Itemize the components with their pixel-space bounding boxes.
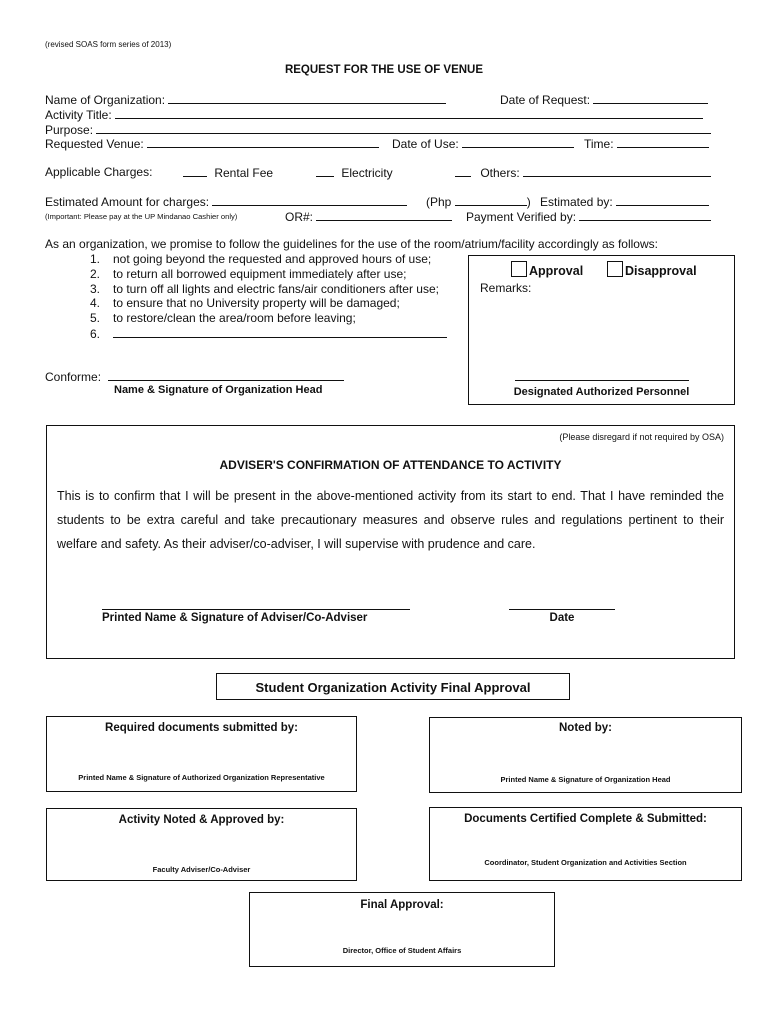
activity-approved-box[interactable] (46, 808, 357, 881)
rental-fee-label: Rental Fee (214, 166, 274, 180)
final-approval-caption: Director, Office of Student Affairs (342, 946, 462, 955)
others-label: Others: (480, 166, 520, 180)
required-docs-caption: Printed Name & Signature of Authorized Organization Representative (78, 773, 325, 782)
revision-note: (revised SOAS form series of 2013) (45, 40, 172, 49)
php-row (426, 194, 531, 209)
php-close: ) (526, 195, 531, 209)
remarks-label: Remarks: (480, 281, 532, 295)
rental-fee-blank[interactable] (183, 165, 207, 177)
final-section-title: Student Organization Activity Final Approval (255, 680, 531, 695)
or-label: OR#: (285, 210, 314, 224)
conforme-label: Conforme: (45, 370, 102, 384)
org-name-row (45, 92, 446, 107)
estimated-by-field[interactable] (616, 194, 709, 206)
adviser-body: This is to confirm that I will be present in the above-mentioned activity from its start to end. That I have reminded the students to be extra careful and take precautionary measures and observe rules and regulations pertinent to their welfare and safety. As their adviser/co-adviser, I will supervise with prudence and care. (57, 489, 724, 551)
org-head-caption: Name & Signature of Organization Head (114, 384, 323, 396)
estimated-amount-field[interactable] (212, 194, 407, 206)
noted-by-title: Noted by: (558, 722, 613, 734)
conforme-signature-field[interactable] (108, 369, 344, 381)
adviser-title: ADVISER'S CONFIRMATION OF ATTENDANCE TO ACTIVITY (219, 458, 562, 472)
payment-verified-label: Payment Verified by: (466, 210, 577, 224)
docs-certified-title: Documents Certified Complete & Submitted: (464, 813, 707, 825)
guideline-item: 6. (90, 326, 447, 342)
guideline-item: 2. to return all borrowed equipment immediately after use; (90, 266, 407, 281)
estimated-by-row (540, 194, 709, 209)
requested-venue-field[interactable] (147, 136, 379, 148)
activity-title-row (45, 107, 703, 122)
payment-verified-row (466, 209, 711, 224)
adviser-date-caption: Date (549, 612, 575, 624)
docs-certified-caption: Coordinator, Student Organization and Activities Section (484, 858, 687, 867)
adviser-date-line[interactable] (509, 609, 615, 610)
conforme-row (45, 369, 344, 384)
activity-title-label: Activity Title: (45, 108, 112, 122)
estimated-amount-row (45, 194, 407, 209)
electricity-option[interactable] (316, 165, 393, 180)
guideline-item: 5. to restore/clean the area/room before leaving; (90, 311, 356, 326)
personnel-caption: Designated Authorized Personnel (513, 386, 690, 398)
guideline-6-field[interactable] (113, 326, 447, 338)
time-label: Time: (584, 137, 614, 151)
or-row (285, 209, 452, 224)
docs-certified-box[interactable] (429, 807, 742, 881)
disapproval-option[interactable] (607, 261, 697, 278)
time-row (584, 136, 709, 151)
or-field[interactable] (316, 209, 452, 221)
important-note: (Important: Please pay at the UP Mindanao Cashier only) (45, 212, 238, 221)
requested-venue-label: Requested Venue: (45, 137, 144, 151)
adviser-signature-line[interactable] (102, 609, 410, 610)
time-field[interactable] (617, 136, 709, 148)
final-approval-box[interactable] (249, 892, 555, 967)
rental-fee-option[interactable] (183, 165, 273, 180)
others-option[interactable] (455, 165, 711, 180)
final-section-title-box (216, 673, 570, 700)
purpose-field[interactable] (96, 122, 711, 134)
disapproval-label: Disapproval (625, 264, 697, 278)
php-field[interactable] (455, 194, 527, 206)
applicable-charges-label: Applicable Charges: (45, 165, 153, 179)
final-approval-title: Final Approval: (360, 899, 444, 911)
approval-option[interactable] (511, 261, 583, 278)
purpose-label: Purpose: (45, 123, 94, 137)
venue-row (45, 136, 379, 151)
disapproval-checkbox[interactable] (607, 261, 623, 277)
adviser-box (46, 425, 735, 659)
date-request-row (500, 92, 708, 107)
estimated-by-label: Estimated by: (540, 195, 613, 209)
required-docs-title: Required documents submitted by: (105, 722, 298, 734)
guidelines-list (90, 252, 447, 342)
php-label: (Php (426, 195, 452, 209)
estimated-amount-label: Estimated Amount for charges: (45, 195, 210, 209)
activity-title-field[interactable] (115, 107, 703, 119)
noted-by-box[interactable] (429, 717, 742, 793)
osa-note: (Please disregard if not required by OSA) (559, 432, 724, 442)
guideline-item: 3. to turn off all lights and electric fans/air conditioners after use; (90, 281, 439, 296)
approval-checkbox[interactable] (511, 261, 527, 277)
required-docs-box[interactable] (46, 716, 357, 792)
date-of-use-row (392, 136, 574, 151)
adviser-sig-caption: Printed Name & Signature of Adviser/Co-Adviser (102, 612, 368, 624)
purpose-row (45, 122, 711, 137)
approval-label: Approval (529, 264, 584, 278)
org-name-label: Name of Organization: (45, 93, 166, 107)
approval-box (468, 255, 735, 405)
date-request-label: Date of Request: (500, 93, 591, 107)
form-title: REQUEST FOR THE USE OF VENUE (284, 64, 484, 76)
date-of-use-field[interactable] (462, 136, 574, 148)
guideline-item: 1. not going beyond the requested and approved hours of use; (90, 252, 432, 266)
guideline-item: 4. to ensure that no University property will be damaged; (90, 296, 400, 311)
electricity-blank[interactable] (316, 165, 334, 177)
payment-verified-field[interactable] (579, 209, 711, 221)
org-name-field[interactable] (168, 92, 446, 104)
activity-approved-title: Activity Noted & Approved by: (118, 814, 285, 826)
electricity-label: Electricity (341, 166, 393, 180)
others-blank[interactable] (455, 165, 471, 177)
date-request-field[interactable] (593, 92, 708, 104)
noted-by-caption: Printed Name & Signature of Organization Head (500, 775, 671, 784)
others-field[interactable] (523, 165, 711, 177)
guidelines-intro: As an organization, we promise to follow the guidelines for the use of the room/atrium/facility accordingly as follows: (45, 237, 658, 251)
date-of-use-label: Date of Use: (392, 137, 459, 151)
personnel-signature-line[interactable] (515, 380, 689, 381)
activity-approved-caption: Faculty Adviser/Co-Adviser (152, 865, 251, 874)
